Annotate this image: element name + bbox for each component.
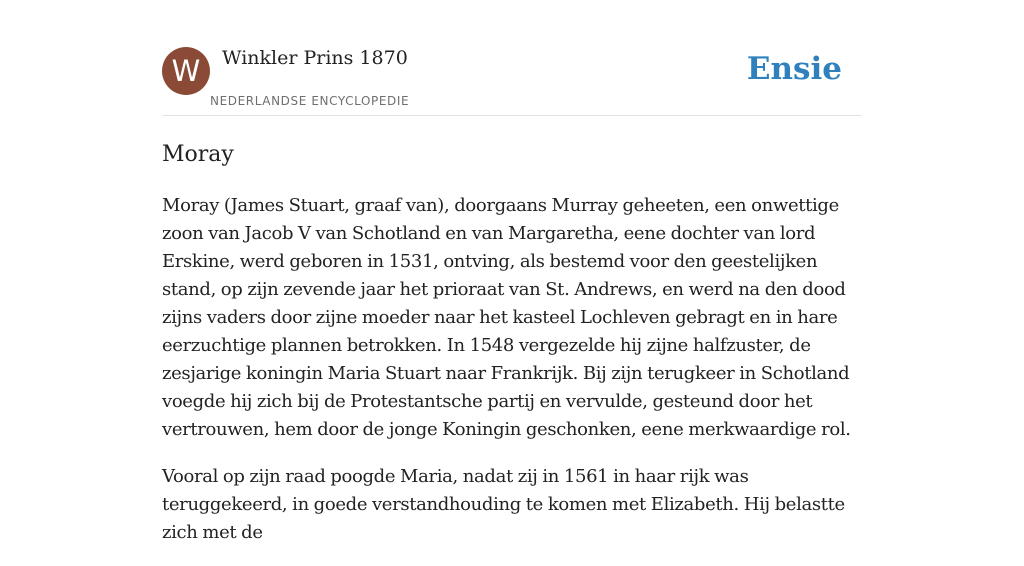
article-body	[162, 192, 867, 566]
source-title-link[interactable]: Winkler Prins 1870	[222, 47, 408, 69]
article-paragraph: Vooral op zijn raad poogde Maria, nadat zij in 1561 in haar rijk was teruggekeerd, in goede verstandhouding te komen met Elizabeth. Hij belastte zich met de	[162, 466, 845, 543]
article-paragraph: Moray (James Stuart, graaf van), doorgaans Murray geheeten, een onwettige zoon van Jacob V van Schotland en van Margaretha, eene dochter van lord Erskine, werd geboren in 1531, ontving, als bestemd voor den geestelijken stand, op zijn zevende jaar het prioraat van St. Andrews, en werd na den dood zijns vaders door zijne moeder naar het kasteel Lochleven gebragt en in hare eerzuchtige plannen betrokken. In 1548 vergezelde hij zijne halfzuster, de zesjarige koningin Maria Stuart naar Frankrijk. Bij zijn terugkeer in Schotland voegde hij zich bij de Protestantsche partij en vervulde, gesteund door het vertrouwen, hem door de jonge Koningin geschonken, eene merkwaardige rol.	[162, 195, 851, 440]
header-divider	[162, 115, 862, 116]
article-title: Moray	[162, 142, 234, 167]
source-avatar[interactable]: W	[162, 47, 210, 95]
source-subtitle: NEDERLANDSE ENCYCLOPEDIE	[210, 94, 410, 108]
ensie-logo[interactable]: Ensie	[746, 51, 842, 87]
source-header	[162, 46, 862, 116]
